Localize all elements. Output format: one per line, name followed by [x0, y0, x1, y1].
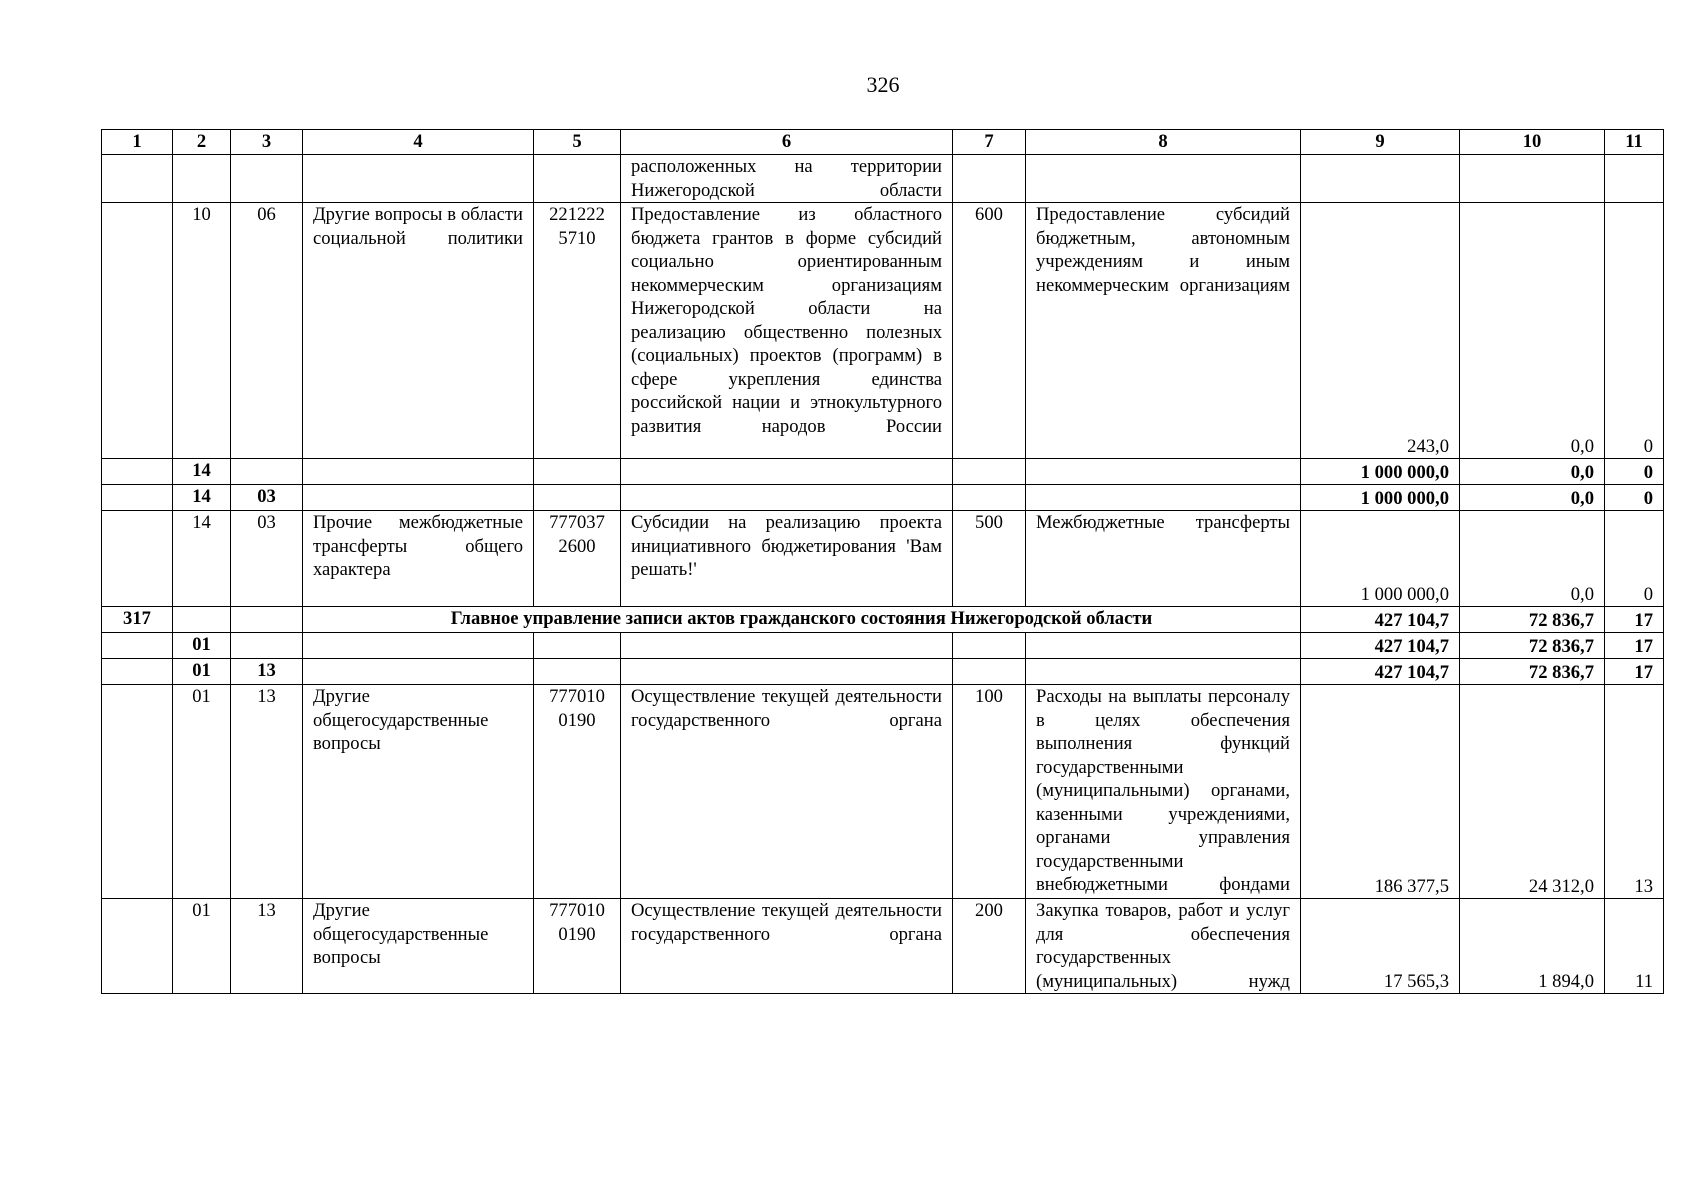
col-1: 317 [102, 607, 173, 633]
col-10-amount: 1 894,0 [1460, 899, 1605, 994]
col-9-amount: 427 104,7 [1301, 633, 1460, 659]
col-2: 01 [173, 685, 231, 899]
col-4-section-name [303, 459, 534, 485]
column-header: 8 [1026, 130, 1301, 155]
subtotal-row [102, 459, 1664, 485]
column-header: 6 [621, 130, 953, 155]
col-6-item-name [621, 659, 953, 685]
col-8-type-name: Межбюджетные трансферты [1026, 511, 1301, 607]
col-8-type-name [1026, 155, 1301, 203]
col-5-code [534, 659, 621, 685]
col-11-amount: 0 [1605, 203, 1664, 459]
col-8-type-name [1026, 485, 1301, 511]
col-5-code [534, 485, 621, 511]
column-header: 11 [1605, 130, 1664, 155]
col-3: 06 [231, 203, 303, 459]
col-6-item-name: Осуществление текущей деятельности государственного органа [621, 899, 953, 994]
col-9-amount: 17 565,3 [1301, 899, 1460, 994]
col-1 [102, 511, 173, 607]
column-header: 9 [1301, 130, 1460, 155]
col-4-section-name [303, 659, 534, 685]
col-8-type-name: Расходы на выплаты персоналу в целях обеспечения выполнения функций государственными (муниципальными) органами, казенными учреждениями, органами управления государственными внебюджетными фондами [1026, 685, 1301, 899]
col-11-amount [1605, 155, 1664, 203]
col-8-type-name [1026, 459, 1301, 485]
col-2: 10 [173, 203, 231, 459]
column-header: 4 [303, 130, 534, 155]
col-11-amount: 0 [1605, 485, 1664, 511]
col-10-amount: 0,0 [1460, 203, 1605, 459]
col-3: 13 [231, 685, 303, 899]
col-5-code [534, 155, 621, 203]
col-7-type [953, 485, 1026, 511]
column-header: 10 [1460, 130, 1605, 155]
col-3: 03 [231, 485, 303, 511]
col-1 [102, 685, 173, 899]
col-2: 14 [173, 459, 231, 485]
col-4-section-name: Другие общегосударственные вопросы [303, 899, 534, 994]
col-4-section-name: Другие общегосударственные вопросы [303, 685, 534, 899]
col-6-item-name [621, 633, 953, 659]
col-6-item-name [621, 485, 953, 511]
col-6-item-name: Субсидии на реализацию проекта инициативного бюджетирования 'Вам решать!' [621, 511, 953, 607]
department-name: Главное управление записи актов гражданского состояния Нижегородской области [303, 607, 1301, 633]
column-header: 3 [231, 130, 303, 155]
col-9-amount: 1 000 000,0 [1301, 459, 1460, 485]
col-7-type [953, 633, 1026, 659]
col-7-type: 200 [953, 899, 1026, 994]
subtotal-row [102, 659, 1664, 685]
col-11-amount: 17 [1605, 659, 1664, 685]
col-10-amount: 0,0 [1460, 511, 1605, 607]
col-5-code: 777010 0190 [534, 685, 621, 899]
col-6-item-name: Предоставление из областного бюджета грантов в форме субсидий социально ориентированным некоммерческим организациям Нижегородской области на реализацию общественно полезных (социальных) проектов (программ) в сфере укрепления единства российской нации и этнокультурного развития народов России [621, 203, 953, 459]
col-2: 01 [173, 659, 231, 685]
col-1 [102, 203, 173, 459]
column-header: 5 [534, 130, 621, 155]
col-7-type: 100 [953, 685, 1026, 899]
table-header-row [102, 130, 1664, 155]
col-7-type: 600 [953, 203, 1026, 459]
col-9-amount: 186 377,5 [1301, 685, 1460, 899]
col-5-code: 777010 0190 [534, 899, 621, 994]
col-5-code: 221222 5710 [534, 203, 621, 459]
col-7-type [953, 659, 1026, 685]
col-11-amount: 17 [1605, 633, 1664, 659]
page-number: 326 [866, 72, 900, 97]
col-4-section-name [303, 633, 534, 659]
col-3 [231, 155, 303, 203]
budget-table [101, 129, 1664, 994]
col-1 [102, 899, 173, 994]
col-8-type-name [1026, 659, 1301, 685]
col-7-type [953, 459, 1026, 485]
col-3: 13 [231, 659, 303, 685]
col-7-type [953, 155, 1026, 203]
col-9-amount: 427 104,7 [1301, 659, 1460, 685]
col-3 [231, 607, 303, 633]
table-row [102, 899, 1664, 994]
col-10-amount: 72 836,7 [1460, 633, 1605, 659]
col-11-amount: 17 [1605, 607, 1664, 633]
col-1 [102, 155, 173, 203]
col-9-amount: 1 000 000,0 [1301, 511, 1460, 607]
table-row [102, 155, 1664, 203]
col-1 [102, 659, 173, 685]
col-4-section-name: Прочие межбюджетные трансферты общего характера [303, 511, 534, 607]
subtotal-row [102, 633, 1664, 659]
col-9-amount: 243,0 [1301, 203, 1460, 459]
col-10-amount: 0,0 [1460, 485, 1605, 511]
table-row [102, 685, 1664, 899]
table-row [102, 203, 1664, 459]
col-11-amount: 0 [1605, 459, 1664, 485]
col-1 [102, 485, 173, 511]
col-11-amount: 11 [1605, 899, 1664, 994]
column-header: 1 [102, 130, 173, 155]
col-8-type-name: Предоставление субсидий бюджетным, автономным учреждениям и иным некоммерческим организациям [1026, 203, 1301, 459]
col-10-amount [1460, 155, 1605, 203]
col-9-amount: 1 000 000,0 [1301, 485, 1460, 511]
col-11-amount: 0 [1605, 511, 1664, 607]
col-2: 14 [173, 511, 231, 607]
col-5-code [534, 633, 621, 659]
department-row [102, 607, 1664, 633]
col-1 [102, 459, 173, 485]
col-8-type-name: Закупка товаров, работ и услуг для обеспечения государственных (муниципальных) нужд [1026, 899, 1301, 994]
col-2: 01 [173, 633, 231, 659]
col-2 [173, 155, 231, 203]
col-5-code [534, 459, 621, 485]
table-row [102, 511, 1664, 607]
col-3 [231, 459, 303, 485]
col-6-item-name [621, 459, 953, 485]
col-4-section-name [303, 485, 534, 511]
col-6-item-name: Осуществление текущей деятельности государственного органа [621, 685, 953, 899]
col-3: 03 [231, 511, 303, 607]
col-4-section-name: Другие вопросы в области социальной политики [303, 203, 534, 459]
col-3 [231, 633, 303, 659]
col-1 [102, 633, 173, 659]
col-11-amount: 13 [1605, 685, 1664, 899]
col-10-amount: 0,0 [1460, 459, 1605, 485]
col-2: 01 [173, 899, 231, 994]
column-header: 7 [953, 130, 1026, 155]
subtotal-row [102, 485, 1664, 511]
col-5-code: 777037 2600 [534, 511, 621, 607]
col-2: 14 [173, 485, 231, 511]
col-10-amount: 72 836,7 [1460, 607, 1605, 633]
col-10-amount: 72 836,7 [1460, 659, 1605, 685]
col-2 [173, 607, 231, 633]
col-9-amount [1301, 155, 1460, 203]
col-10-amount: 24 312,0 [1460, 685, 1605, 899]
column-header: 2 [173, 130, 231, 155]
col-4-section-name [303, 155, 534, 203]
col-9-amount: 427 104,7 [1301, 607, 1460, 633]
col-7-type: 500 [953, 511, 1026, 607]
col-6-item-name: расположенных на территории Нижегородской области [621, 155, 953, 203]
col-8-type-name [1026, 633, 1301, 659]
col-3: 13 [231, 899, 303, 994]
